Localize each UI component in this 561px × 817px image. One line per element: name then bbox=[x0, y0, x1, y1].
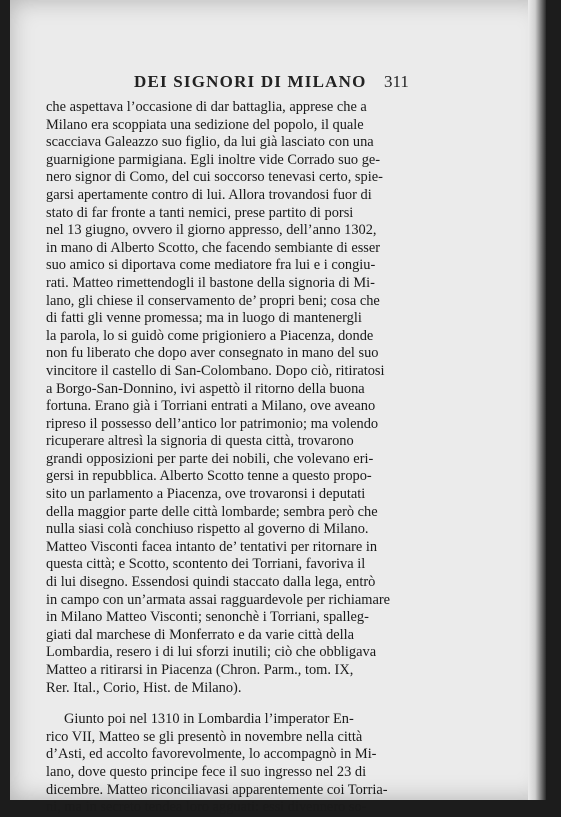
text-line: della maggior parte delle città lombarde; sembra però che bbox=[46, 503, 378, 520]
paragraph-2 bbox=[46, 711, 488, 817]
text-line: nel 13 giugno, ovvero il giorno appresso, dell’anno 1302, bbox=[46, 222, 377, 239]
body-text bbox=[46, 99, 488, 817]
text-line: non fu liberato che dopo aver consegnato in mano del suo bbox=[46, 345, 379, 362]
text-line: vincitore il castello di San-Colombano. Dopo ciò, ritiratosi bbox=[46, 362, 385, 379]
text-line: gersi in repubblica. Alberto Scotto tenne a questo propo- bbox=[46, 468, 372, 485]
text-line: d’Asti, ed accolto favorevolmente, lo accompagnò in Mi- bbox=[46, 746, 377, 763]
text-line: grandi opposizioni per parte dei nobili, che volevano eri- bbox=[46, 450, 374, 467]
text-line: ripreso il possesso dell’antico lor patrimonio; ma volendo bbox=[46, 415, 379, 432]
text-line: guarnigione parmigiana. Egli inoltre vide Corrado suo ge- bbox=[46, 151, 381, 168]
text-line: Lombardia, resero i di lui sforzi inutili; ciò che obbligava bbox=[46, 644, 377, 661]
text-line: scacciava Galeazzo suo figlio, da lui già lasciato con una bbox=[46, 134, 374, 151]
paragraph-spacer bbox=[46, 697, 488, 711]
text-line: nulla siasi colà conchiuso rispetto al governo di Milano. bbox=[46, 521, 369, 538]
page-header bbox=[10, 72, 546, 92]
text-line: sito un parlamento a Piacenza, ove trovaronsi i deputati bbox=[46, 486, 366, 503]
text-line: in campo con un’armata assai ragguardevole per richiamare bbox=[46, 591, 391, 608]
text-line: a Borgo-San-Donnino, ivi aspettò il ritorno della buona bbox=[46, 380, 365, 397]
page-number: 311 bbox=[384, 72, 409, 91]
text-line: stato di far fronte a tanti nemici, prese partito di porsi bbox=[46, 204, 354, 221]
text-line: garsi apertamente contro di lui. Allora trovandosi fuor di bbox=[46, 186, 372, 203]
text-line: in Milano Matteo Visconti; senonchè i Torriani, spalleg- bbox=[46, 609, 369, 626]
text-line: ni, ma in secreto tendea loro agguati: essi divennero so- bbox=[46, 799, 367, 816]
text-line: lano, gli chiese il conservamento de’ propri beni; cosa che bbox=[46, 292, 380, 309]
text-line: Matteo a ritirarsi in Piacenza (Chron. Parm., tom. IX, bbox=[46, 662, 354, 678]
text-line: Giunto poi nel 1310 in Lombardia l’imperator En- bbox=[64, 711, 354, 728]
text-line: suo amico si diportava come mediatore fra lui e i congiu- bbox=[46, 257, 376, 274]
paragraph-1 bbox=[46, 99, 488, 697]
running-title: DEI SIGNORI DI MILANO bbox=[134, 72, 367, 91]
text-line: questa città; e Scotto, scontento dei Torriani, favoriva il bbox=[46, 556, 366, 573]
text-line: Rer. Ital., Corio, Hist. de Milano). bbox=[46, 679, 242, 696]
text-line: Matteo Visconti facea intanto de’ tentativi per ritornare in bbox=[46, 538, 378, 555]
text-line: fortuna. Erano già i Torriani entrati a Milano, ove aveano bbox=[46, 398, 376, 415]
text-line: dicembre. Matteo riconciliavasi apparentemente coi Torria- bbox=[46, 781, 388, 798]
text-line: Milano era scoppiata una sedizione del popolo, il quale bbox=[46, 116, 364, 133]
text-line: giati dal marchese di Monferrato e da varie città della bbox=[46, 626, 355, 643]
text-line: di fatti gli venne promessa; ma in luogo di mantenergli bbox=[46, 310, 362, 327]
text-line: lano, dove questo principe fece il suo ingresso nel 23 di bbox=[46, 763, 367, 780]
text-line: ricuperare altresì la signoria di questa città, trovarono bbox=[46, 433, 354, 450]
text-line: la parola, lo si guidò come prigioniero a Piacenza, donde bbox=[46, 327, 374, 344]
text-line: di lui disegno. Essendosi quindi staccato dalla lega, entrò bbox=[46, 574, 376, 591]
text-line: rati. Matteo rimettendogli il bastone della signoria di Mi- bbox=[46, 274, 375, 291]
text-line: rico VII, Matteo se gli presentò in novembre nella città bbox=[46, 728, 363, 745]
page-edge-shadow bbox=[528, 0, 546, 800]
text-line: nero signor di Como, del cui soccorso tenevasi certo, spie- bbox=[46, 169, 383, 186]
text-line: che aspettava l’occasione di dar battaglia, apprese che a bbox=[46, 99, 367, 115]
text-line: in mano di Alberto Scotto, che facendo sembiante di esser bbox=[46, 239, 381, 256]
book-page bbox=[10, 0, 546, 816]
